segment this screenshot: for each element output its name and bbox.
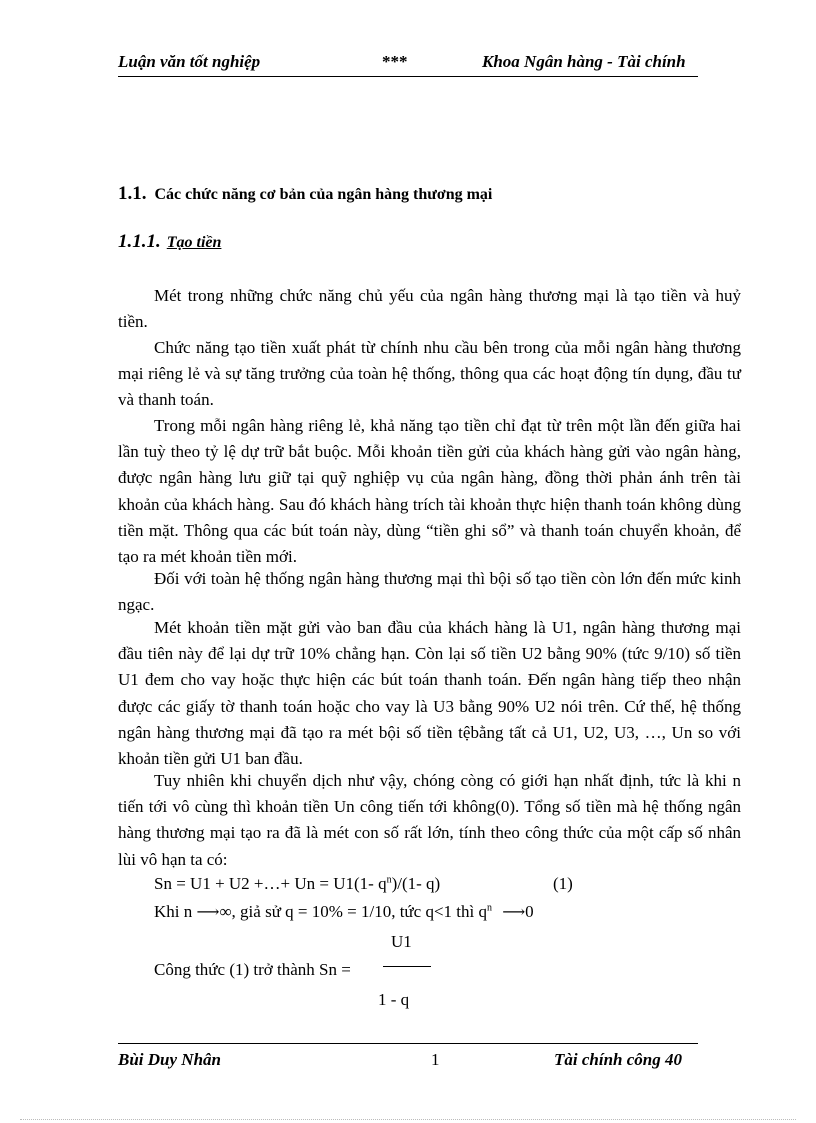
- paragraph-3: Trong mỗi ngân hàng riêng lẻ, khả năng tạo tiền chỉ đạt từ trên một lần đến giữa hai lần tuỳ theo tỷ lệ dự trữ bắt buộc. Mỗi khoản tiền gửi của khách hàng gửi vào ngân hàng, được ngân hàng lưu giữ tại quỹ nghiệp vụ của ngân hàng, đồng thời phản ánh trên tài khoản của khách hàng. Sau đó khách hàng trích tài khoản thực hiện thanh toán không dùng tiền mặt. Thông qua các bút toán này, dùng “tiền ghi sổ” và thanh toán chuyển khoản, để tạo ra mét khoản tiền mới.: [118, 416, 741, 567]
- paragraph-6: Tuy nhiên khi chuyển dịch như vậy, chóng còng có giới hạn nhất định, tức là khi n tiến tới vô cùng thì khoản tiền Un công tiến tới không(0). Tổng số tiền mà hệ thống ngân hàng thương mại tạo ra đã là mét con số rất lớn, tính theo công thức của một cấp số nhân lùi vô hạn ta có:: [118, 771, 741, 869]
- paragraph-1: Mét trong những chức năng chủ yếu của ngân hàng thương mại là tạo tiền và huỷ tiền.: [118, 286, 741, 332]
- formula-label: (1): [553, 874, 573, 893]
- footer-left: Bùi Duy Nhân: [118, 1050, 221, 1069]
- paragraph-2: Chức năng tạo tiền xuất phát từ chính nhu cầu bên trong của mỗi ngân hàng thương mại riêng lẻ và sự tăng trưởng của toàn hệ thống, thông qua các hoạt động tín dụng, đầu tư và thanh toán.: [118, 338, 741, 410]
- formula-limit-exponent: n: [486, 902, 492, 914]
- header-left: Luận văn tốt nghiệp: [118, 52, 261, 71]
- header-right: Khoa Ngân hàng - Tài chính: [482, 52, 686, 71]
- header-rule: [118, 76, 698, 77]
- fraction-denominator: 1 - q: [378, 990, 410, 1009]
- right-arrow-icon: ⟶: [196, 904, 220, 921]
- header-center: ***: [382, 52, 408, 71]
- page-bottom-divider: [20, 1119, 796, 1120]
- formula-sum-exponent: n: [386, 874, 392, 886]
- subsection-heading: [118, 231, 221, 253]
- page-number: 1: [431, 1050, 440, 1069]
- footer-rule: [118, 1043, 698, 1044]
- formula-limit-prefix: Khi n: [154, 902, 193, 921]
- formula-limit-middle: ∞, giả sử q = 10% = 1/10, tức q<1 thì q: [219, 902, 487, 921]
- formula-sum-rest: )/(1- q): [391, 874, 441, 893]
- paragraph-4: Đối với toàn hệ thống ngân hàng thương mại thì bội số tạo tiền còn lớn đến mức kinh ngạc.: [118, 569, 741, 615]
- subsection-title: Tạo tiền: [166, 234, 222, 251]
- footer-right: Tài chính công 40: [554, 1050, 682, 1069]
- formula-limit: [154, 902, 534, 922]
- formula-sum-main: Sn = U1 + U2 +…+ Un = U1(1- q: [154, 874, 387, 893]
- subsection-number: 1.1.1.: [118, 231, 161, 252]
- formula-result-text: Công thức (1) trở thành Sn =: [154, 960, 351, 979]
- formula-sum: [154, 874, 440, 894]
- paragraph-5: Mét khoản tiền mặt gửi vào ban đầu của khách hàng là U1, ngân hàng thương mại đầu tiên này để lại dự trữ 10% chẳng hạn. Còn lại số tiền U2 bằng 90% (tức 9/10) số tiền U1 đem cho vay hoặc thực hiện các bút toán thanh toán. Đến ngân hàng tiếp theo nhận được các giấy tờ thanh toán hoặc cho vay là U3 bằng 90% U2 nói trên. Cứ thế, hệ thống ngân hàng thương mại đã tạo ra mét bội số tiền tệbằng tất cả U1, U2, U3, …, Un so với khoản tiền gửi U1 ban đầu.: [118, 618, 741, 769]
- section-title: Các chức năng cơ bản của ngân hàng thương mại: [154, 186, 493, 203]
- right-arrow-icon: ⟶: [502, 904, 526, 921]
- section-heading: [118, 183, 492, 205]
- fraction-bar: [383, 966, 431, 967]
- formula-limit-end: 0: [525, 902, 534, 921]
- fraction-numerator: U1: [391, 932, 412, 951]
- section-number: 1.1.: [118, 183, 147, 204]
